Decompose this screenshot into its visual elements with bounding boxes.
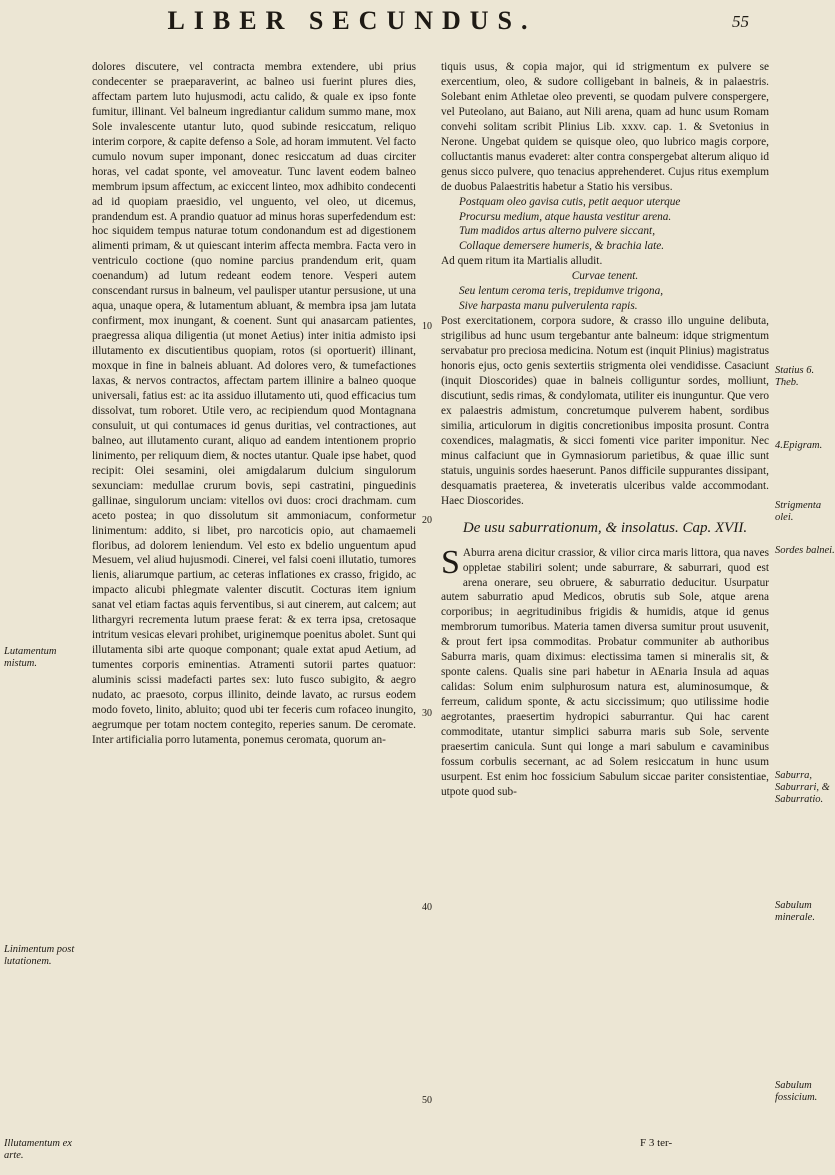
- line-number: 10: [422, 321, 432, 332]
- margin-note: Sabulum minerale.: [775, 900, 815, 923]
- right-column: [441, 60, 769, 800]
- line-number: 20: [422, 515, 432, 526]
- section-title: De usu saburrationum, & insolatus. Cap. XVII.: [462, 519, 748, 536]
- right-text-2: Ad quem ritum ita Martialis alludit.: [441, 255, 603, 268]
- right-text-3: Post exercitationem, corpora sudore, & crasso illo unguine delibuta, strigilibus ad hunc usum tergebantur ante balneum: idque strigmentum servabatur pro preciosa medicina. Notum est (inquit Plinius) magistratus honoris ejus, octo genis sextertiis strigmenta olei vendidisse. Casaciunt (inquit Dioscorides) quae in balneis colliguntur sordes, molliunt, discutiunt, sedis rimas, & condylomata, utiliter eis inunguntur. Que vero ex palaestris admistum, concretumque pulverem habent, sordibus similia, articulorum in digitis concretionibus imposita prosunt. Contra coxendices, malagmatis, & sicci fomenti vice pariter imponitur. Nec minus calfaciunt que in Gymnasiorum parietibus, & quae illic sunt statuis, unguinis sordes haeserunt. Panos difficile suppurantes dissipant, desquamatis praeterea, & inveteratis ulceribus valde accommodant. Haec Dioscorides.: [441, 315, 769, 507]
- line-number: 30: [422, 708, 432, 719]
- line-number: 40: [422, 902, 432, 913]
- section-text: Aburra arena dicitur crassior, & vilior circa maris littora, qua naves oppletae stabiliri solent; unde saburrare, & saburrari, quod est arena onerare, seu obruere, & saburratio deducitur. Usurpatur autem saburratio apud Medicos, obrutis sub Sole, atque arena corporibus; in aegritudinibus frigidis & humidis, atque id genus membrorum tumoribus. Materia tamen diversa sumitur prout usuvenit, & prout fert ipsa commoditas. Probatur communiter ab authoribus Saburra maris, quam diximus: electissima tamen si mineralis sit, & sponte calens. Qualis sine pari habetur in AEnaria Insula ad aquas calidas: Solum enim sulphurosum natura est, aluminosumque, & ferreum, calidum sponte, & actu siccissimum; quo utilissime hodie aegrotantes, praesertim hydropici saburrantur. Qui hac carent commoditate, utantur simplici saburra maris sub Sole, servente praesertim canicula. Sunt qui longe a mari sabulum e cavaminibus fossum corbulis secernant, ac ad Solem resiccatum in hunc usum usurpent. Est enim hoc fossicium Sabulum siccae pariter consistentiae, utpote quod sub-: [441, 546, 769, 798]
- signature-mark: F 3 ter-: [640, 1137, 673, 1149]
- right-text-1: tiquis usus, & copia major, qui id strigmentum ex pulvere se exercentium, oleo, & sudore colligebant in balneis, & in palaestris. Solebant enim Athletae oleo preventi, se quodam pulvere conspergere, vel Puteolano, aut Baiano, aut Nili arena, quam ad hunc usum Romam convehi solitam scribit Plinius Lib. xxxv. cap. 1. & Svetonius in Nerone. Ungebat quidem se quisque oleo, quo lubrico magis corpore, colluctantis manus evaderet: alter contra conspergebat alterum aliquo id genus sicco pulvere, quo tenacius apprehenderet. Cujus ritus exemplum de duobus Palaestritis habetur a Statio his versibus.: [441, 61, 769, 193]
- margin-note: 4.Epigram.: [775, 440, 823, 451]
- margin-note: Statius 6. Theb.: [775, 365, 815, 388]
- margin-note: Illutamentum ex arte.: [4, 1138, 72, 1161]
- left-column: [92, 60, 416, 748]
- line-number: 50: [422, 1095, 432, 1106]
- margin-note: Linimentum post lutationem.: [4, 944, 75, 967]
- verse-line: Tum madidos artus alterno pulvere siccant,: [459, 225, 656, 238]
- margin-note: Sabulum fossicium.: [775, 1080, 818, 1103]
- verse-line: Seu lentum ceroma teris, trepidumve trigona,: [459, 285, 664, 298]
- running-head: LIBER SECUNDUS.: [167, 6, 537, 35]
- verse-line: Sive harpasta manu pulverulenta rapis.: [459, 300, 638, 313]
- page-number: 55: [732, 12, 749, 31]
- verse-line: Collaque demersere humeris, & brachia late.: [459, 240, 665, 253]
- verse-head: Curvae tenent.: [571, 270, 639, 283]
- margin-note: Sordes balnei.: [775, 545, 835, 556]
- drop-cap: S: [441, 543, 460, 581]
- margin-note: Lutamentum mistum.: [4, 646, 57, 669]
- verse-line: Postquam oleo gavisa cutis, petit aequor uterque: [459, 195, 681, 208]
- margin-note: Strigmenta olei.: [775, 500, 822, 523]
- verse-line: Procursu medium, atque hausta vestitur arena.: [459, 210, 672, 223]
- margin-note: Saburra, Saburrari, & Saburratio.: [775, 770, 830, 805]
- left-column-text: dolores discutere, vel contracta membra extendere, ubi prius condecenter se praeparaverint, ac balneo usi fuerint plures dies, affectam partem luto hujusmodi, actu calido, & quale ex ipso fonte fumitur, illinant. Vel balneum ingrediantur calidum summo mane, mox Sole invalescente utantur luto, quod subinde resiccatum, reliquo interim corpore, & capite defenso a Sole, ad horam immutent. Vel facto cumulo novum super imponant, donec resiccatum ad duas circiter horas, vel cadat sponte, vel amoveatur. Tunc lavent eodem balneo membrum ipsum affectum, ac exiccent linteo, mox adhibito condecenti ad id quopiam praesidio, vel unguento, vel oleo, ut dicemus, prandendum est. A prandio quatuor ad minus horas superfedendum est: hoc siquidem tempus naturae totum condonandum est ad digestionem alimenti primam, & ut quiescant interim affecta membra. Facta vero in ventriculo coctione (quo nomine parcius prandendum erit, quam coenandum) ad lutum redeant eodem tenore. Vesperi autem conscendant rursus in balneum, vel paulisper utantur persusione, ut una aqua, unaque opera, & lutamentum abluant, & membra ipsa jam lutata confirment, mox inungant, & coenent. Sunt qui anasarcam patientes, praegressa aliqua diligentia (ut monet Aetius) inter initia admisto ipsi illutamento ex discutientibus quopiam, rotos (si oportuerit) illinant, moxque in fine in balneis abluant. Ad dolores vero, & tumefactiones laxas, & nervos contractos, affectam partem illinire a balneo quoque universali, fatius est: ac ita assiduo illutamento uti, quod efficacius tum dissolvat, tum roboret. Utile vero, ac recipiendum quod Montagnana consuluit, ut qui contumaces id genus duritias, vel contractiones, aut balneo, aut illutamento curant, aliquo ad eandem intentionem proprio linimento, per reliquum diem, & noctes utantur. Quale ipse habet, quod recipit: Olei sesamini, olei amigdalarum dulcium singulorum sexunciam: medullae crurum bovis, sepi castratini, pinguedinis gallinae, singulorum unciam: vitellos ovi duos: croci drachmam. cum aceto postea; in quo dissolutum sit ammoniacum, conformetur linimentum: addito, si libet, pro narcoticis opio, aut chamaemeli floribus, ad dolorem leniendum. Vel esto ex bdelio unguentum apud Mesuem, vel aliud hujusmodi. Cinerei, vel falsi coeni illutatio, tumores lienis, aliarumque partium, ac ceteras inflationes ex crasso, frigido, ac impacto alicubi phlegmate valenter discutit. Cocturas item ignium sanat vel etiam factas aquis ferventibus, si aut cinerem, aut calcem; aut lithargyri recrementa lutum praese ferat: & ex terra ipsa, cretosaque intritum vesicas elevari prohibet, uriginemque poenitus abolet. Sunt qui illutamenta sibi arte quoque componant; quale extat apud Aetium, ad tumentes corporis eminentias. Atramenti sutorii partes quatuor: aluminis scissi madefacti partes sex: luto fusco subigito, & aegro nudato, ac praesoto, corpus illinito, deinde lavato, ac rursus eodem modo foveto, linito, abluito; quod ubi ter feceris cum rofaceo inungito, aegrumque per totam noctem contegito, reperies sanum. De ceromate. Inter artificialia porro lutamenta, ponemus ceromata, quorum an-: [92, 61, 416, 746]
